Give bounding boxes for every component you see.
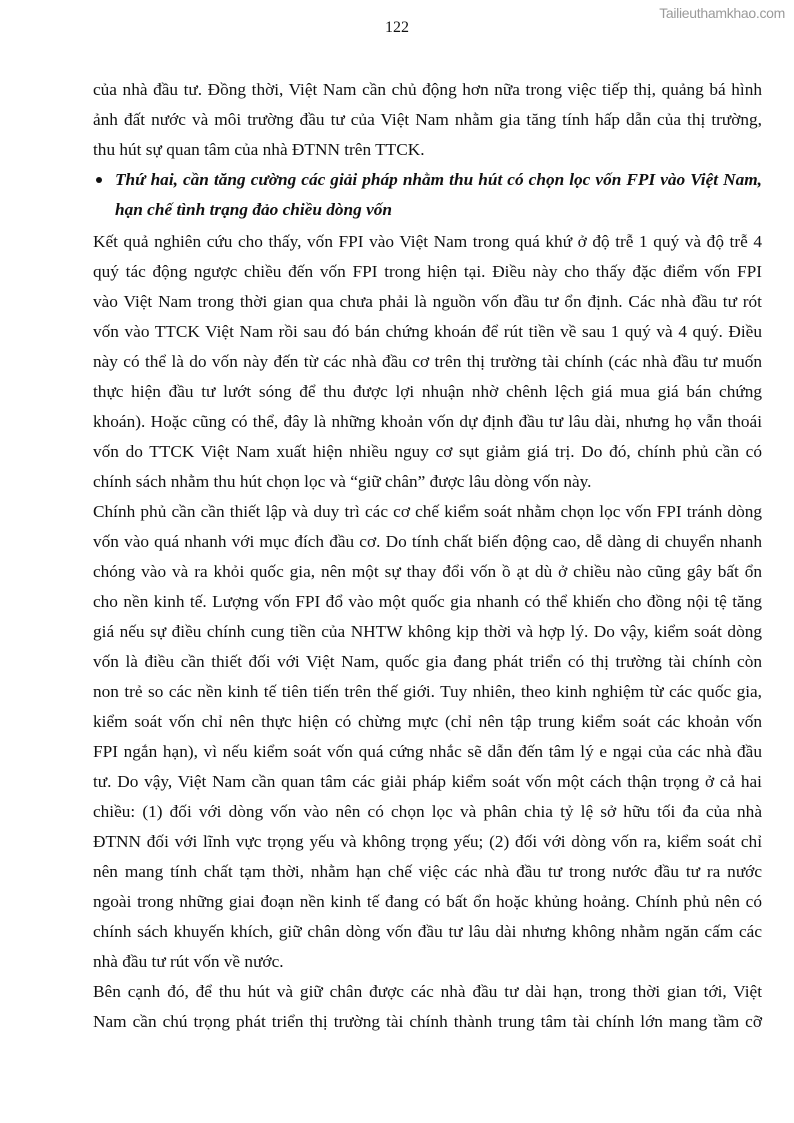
- text-line: vốn vào TTCK Việt Nam rồi sau đó bán chứng khoán để rút tiền về sau 1 quý và 4 quý. Điều: [93, 322, 762, 341]
- text-line: nên mang tính chất tạm thời, nhằm hạn chế việc các nhà đầu tư trong nước đầu tư ra nước: [93, 862, 762, 881]
- text-line: chóng vào và ra khỏi quốc gia, nên một sự thay đổi vốn ồ ạt dù ở chiều nào cũng gây bất ổn: [93, 562, 762, 581]
- text-line: vốn là điều cần thiết đối với Việt Nam, quốc gia đang phát triển có thị trường tài chính còn: [93, 652, 762, 671]
- heading-line: hạn chế tình trạng đảo chiều dòng vốn: [115, 200, 393, 219]
- text-line: thu hút sự quan tâm của nhà ĐTNN trên TTCK.: [93, 140, 425, 159]
- text-line: vốn vào quá nhanh với mục đích đầu cơ. Do tính chất biến động cao, dễ dàng di chuyển nhanh: [93, 532, 762, 551]
- paragraph: [93, 227, 762, 497]
- paragraph: [93, 977, 762, 1037]
- paragraph: [93, 497, 762, 977]
- text-line: chính sách khuyến khích, giữ chân dòng vốn đầu tư lâu dài nhưng không nhằm ngăn cấm các: [93, 922, 762, 941]
- text-line: nhà đầu tư rút vốn về nước.: [93, 952, 284, 971]
- text-line: ngoài trong những giai đoạn nền kinh tế đang có bất ổn hoặc khủng hoảng. Chính phủ nên có: [93, 892, 762, 911]
- text-line: quý tác động ngược chiều đến vốn FPI trong hiện tại. Điều này cho thấy đặc điểm vốn FPI: [93, 262, 762, 281]
- text-line: ĐTNN đối với lĩnh vực trọng yếu và không trọng yếu; (2) đối với dòng vốn ra, kiểm soát chỉ: [93, 832, 762, 851]
- page-number: 122: [385, 19, 409, 36]
- text-line: kiểm soát vốn chỉ nên thực hiện có chừng mực (chỉ nên tập trung kiểm soát các khoản vốn: [93, 712, 762, 731]
- text-line: Kết quả nghiên cứu cho thấy, vốn FPI vào Việt Nam trong quá khứ ở độ trễ 1 quý và độ trễ 4: [93, 232, 762, 251]
- text-line: thực hiện đầu tư lướt sóng để thu được lợi nhuận nhờ chênh lệch giá mua giá bán chứng: [93, 382, 762, 401]
- text-line: chính sách nhằm thu hút chọn lọc và “giữ chân” được lâu dòng vốn này.: [93, 472, 592, 491]
- text-line: non trẻ so các nền kinh tế tiên tiến trên thế giới. Tuy nhiên, theo kinh nghiệm từ các quốc gia,: [93, 682, 762, 701]
- text-line: Nam cần chú trọng phát triển thị trường tài chính thành trung tâm tài chính lớn mang tầm cỡ: [93, 1012, 762, 1031]
- paragraph: [93, 75, 762, 165]
- text-line: Bên cạnh đó, để thu hút và giữ chân được các nhà đầu tư dài hạn, trong thời gian tới, Việt: [93, 982, 762, 1001]
- text-line: giá nếu sự điều chính cung tiền của NHTW không kịp thời và hợp lý. Do vậy, kiểm soát dòng: [93, 622, 762, 641]
- text-line: tư. Do vậy, Việt Nam cần quan tâm các giải pháp kiểm soát vốn một cách thận trọng ở cả hai: [93, 772, 762, 791]
- text-line: vào Việt Nam trong thời gian qua chưa phải là nguồn vốn đầu tư ổn định. Các nhà đầu tư rót: [93, 292, 762, 311]
- bullet-icon: [96, 177, 102, 183]
- text-line: Chính phủ cần cần thiết lập và duy trì các cơ chế kiểm soát nhằm chọn lọc vốn FPI tránh dòng: [93, 502, 762, 521]
- text-line: vốn do TTCK Việt Nam xuất hiện nhiều nguy cơ sụt giảm giá trị. Do đó, chính phủ cần có: [93, 442, 762, 461]
- document-body: [93, 75, 762, 1037]
- text-line: ảnh đất nước và môi trường đầu tư của Việt Nam nhằm gia tăng tính hấp dẫn của thị trường,: [93, 110, 762, 129]
- text-line: FPI ngắn hạn), vì nếu kiểm soát vốn quá cứng nhắc sẽ dẫn đến tâm lý e ngại của các nhà đầu: [93, 742, 762, 761]
- text-line: này có thể là do vốn này đến từ các nhà đầu cơ trên thị trường tài chính (các nhà đầu tư muốn: [93, 352, 762, 371]
- text-line: chiều: (1) đối với dòng vốn vào nên có chọn lọc và phân chia tỷ lệ sở hữu tối đa của nhà: [93, 802, 762, 821]
- text-line: khoán). Hoặc cũng có thể, đây là những khoản vốn dự định đầu tư lâu dài, nhưng họ vẫn thoái: [93, 412, 762, 431]
- watermark: Tailieuthamkhao.com: [659, 5, 785, 21]
- heading-line: Thứ hai, cần tăng cường các giải pháp nhằm thu hút có chọn lọc vốn FPI vào Việt Nam,: [115, 170, 762, 189]
- text-line: cho nền kinh tế. Lượng vốn FPI đổ vào một quốc gia nhanh có thể khiến cho đồng nội tệ tăng: [93, 592, 762, 611]
- bullet-heading: [93, 165, 762, 225]
- text-line: của nhà đầu tư. Đồng thời, Việt Nam cần chủ động hơn nữa trong việc tiếp thị, quảng bá hình: [93, 80, 762, 99]
